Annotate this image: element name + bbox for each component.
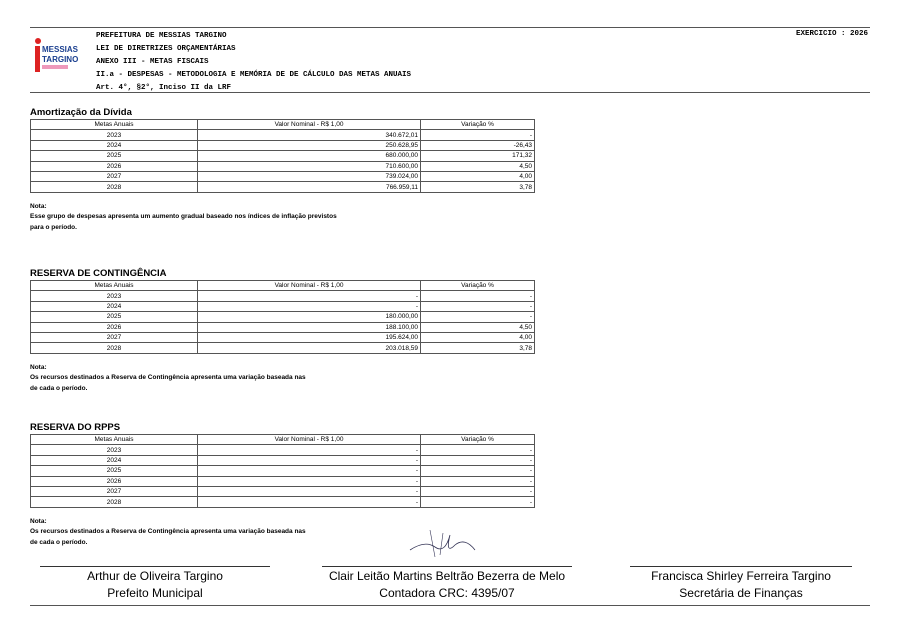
variation-cell: - [421, 466, 535, 476]
value-cell: 680.000,00 [198, 151, 421, 161]
variation-cell: - [421, 445, 535, 455]
footer-rule [30, 605, 870, 606]
section-1 [30, 268, 535, 394]
note-text: Esse grupo de despesas apresenta um aumento gradual baseado nos índices de inflação previstos [30, 213, 337, 221]
year-cell: 2026 [31, 161, 198, 171]
year-cell: 2023 [31, 130, 198, 140]
table-row [31, 497, 535, 507]
year-cell: 2024 [31, 455, 198, 465]
variation-cell: - [421, 312, 535, 322]
note-text: de cada o período. [30, 538, 88, 546]
table-row [31, 151, 535, 161]
variation-cell: 3,78 [421, 343, 535, 353]
signature-contadora [310, 568, 584, 602]
table-row [31, 130, 535, 140]
header-line: LEI DE DIRETRIZES ORÇAMENTÁRIAS [96, 45, 236, 53]
document-header [96, 30, 411, 95]
table-row [31, 312, 535, 322]
value-cell: 203.018,59 [198, 343, 421, 353]
year-cell: 2024 [31, 301, 198, 311]
variation-cell: 4,00 [421, 171, 535, 181]
table-header-row [31, 120, 535, 130]
table-row [31, 291, 535, 301]
table-row [31, 486, 535, 496]
table-row [31, 171, 535, 181]
metas-table [30, 119, 535, 193]
table-row [31, 445, 535, 455]
signature-line [40, 566, 270, 567]
note-label: Nota: [30, 202, 47, 210]
svg-text:TARGINO: TARGINO [42, 55, 79, 64]
variation-cell: - [421, 301, 535, 311]
variation-cell: 4,00 [421, 332, 535, 342]
metas-table [30, 434, 535, 508]
signature-prefeito [40, 568, 270, 602]
table-row [31, 476, 535, 486]
table-row [31, 161, 535, 171]
note-label: Nota: [30, 363, 47, 371]
table-row [31, 182, 535, 192]
metas-table [30, 280, 535, 354]
year-cell: 2027 [31, 486, 198, 496]
value-cell: - [198, 301, 421, 311]
header-line: Art. 4°, §2°, Inciso II da LRF [96, 84, 232, 92]
note-label: Nota: [30, 517, 47, 525]
header-bottom-rule [30, 92, 870, 93]
column-header: Metas Anuais [31, 120, 198, 130]
signature-line [322, 566, 572, 567]
value-cell: - [198, 445, 421, 455]
column-header: Variação % [421, 281, 535, 291]
value-cell: 180.000,00 [198, 312, 421, 322]
table-row [31, 466, 535, 476]
value-cell: - [198, 455, 421, 465]
note-text: para o período. [30, 223, 77, 231]
signatory-name: Clair Leitão Martins Beltrão Bezerra de Melo [328, 569, 566, 583]
year-cell: 2025 [31, 151, 198, 161]
note [30, 363, 535, 395]
header-line: ANEXO III - METAS FISCAIS [96, 58, 209, 66]
value-cell: - [198, 486, 421, 496]
header-line: PREFEITURA DE MESSIAS TARGINO [96, 32, 227, 40]
value-cell: - [198, 466, 421, 476]
signature-line [630, 566, 852, 567]
value-cell: 340.672,01 [198, 130, 421, 140]
variation-cell: - [421, 497, 535, 507]
year-cell: 2025 [31, 312, 198, 322]
section-0 [30, 107, 535, 233]
year-cell: 2028 [31, 182, 198, 192]
signatory-name: Francisca Shirley Ferreira Targino [651, 569, 831, 583]
variation-cell: - [421, 130, 535, 140]
section-title: RESERVA DE CONTINGÊNCIA [30, 268, 167, 279]
value-cell: 739.024,00 [198, 171, 421, 181]
year-cell: 2023 [31, 445, 198, 455]
year-cell: 2026 [31, 322, 198, 332]
variation-cell: 171,32 [421, 151, 535, 161]
column-header: Valor Nominal - R$ 1,00 [198, 281, 421, 291]
signatory-role: Secretária de Finanças [679, 586, 803, 600]
signature-scribble [405, 525, 480, 565]
note-text: Os recursos destinados a Reserva de Contingência apresenta uma variação baseada nas [30, 528, 306, 536]
year-cell: 2026 [31, 476, 198, 486]
note [30, 202, 535, 234]
variation-cell: -26,43 [421, 140, 535, 150]
value-cell: 188.100,00 [198, 322, 421, 332]
value-cell: - [198, 476, 421, 486]
variation-cell: 4,50 [421, 161, 535, 171]
value-cell: 195.624,00 [198, 332, 421, 342]
year-cell: 2023 [31, 291, 198, 301]
variation-cell: 4,50 [421, 322, 535, 332]
column-header: Variação % [421, 435, 535, 445]
year-cell: 2028 [31, 343, 198, 353]
exercicio-label: EXERCICIO : 2026 [795, 30, 868, 38]
variation-cell: - [421, 476, 535, 486]
year-cell: 2024 [31, 140, 198, 150]
section-title: RESERVA DO RPPS [30, 422, 121, 433]
header-line: II.a - DESPESAS - METODOLOGIA E MEMÓRIA DE DE CÁLCULO DAS METAS ANUAIS [96, 71, 412, 79]
year-cell: 2025 [31, 466, 198, 476]
svg-text:MESSIAS: MESSIAS [42, 45, 79, 54]
year-cell: 2027 [31, 171, 198, 181]
table-row [31, 455, 535, 465]
note-text: de cada o período. [30, 384, 88, 392]
table-row [31, 301, 535, 311]
column-header: Variação % [421, 120, 535, 130]
value-cell: - [198, 497, 421, 507]
signature-secretaria [620, 568, 862, 602]
value-cell: 250.628,95 [198, 140, 421, 150]
table-row [31, 343, 535, 353]
table-row [31, 322, 535, 332]
value-cell: 766.959,11 [198, 182, 421, 192]
value-cell: - [198, 291, 421, 301]
table-header-row [31, 281, 535, 291]
column-header: Valor Nominal - R$ 1,00 [198, 120, 421, 130]
year-cell: 2028 [31, 497, 198, 507]
signatory-role: Prefeito Municipal [107, 586, 203, 600]
signatory-role: Contadora CRC: 4395/07 [379, 586, 515, 600]
municipality-logo [34, 36, 79, 74]
variation-cell: - [421, 455, 535, 465]
table-header-row [31, 435, 535, 445]
column-header: Metas Anuais [31, 281, 198, 291]
column-header: Valor Nominal - R$ 1,00 [198, 435, 421, 445]
note-text: Os recursos destinados a Reserva de Contingência apresenta uma variação baseada nas [30, 374, 306, 382]
year-cell: 2027 [31, 332, 198, 342]
header-top-rule [30, 27, 870, 28]
table-row [31, 140, 535, 150]
table-row [31, 332, 535, 342]
signatory-name: Arthur de Oliveira Targino [87, 569, 223, 583]
value-cell: 710.600,00 [198, 161, 421, 171]
variation-cell: 3,78 [421, 182, 535, 192]
column-header: Metas Anuais [31, 435, 198, 445]
variation-cell: - [421, 486, 535, 496]
variation-cell: - [421, 291, 535, 301]
section-title: Amortização da Dívida [30, 107, 132, 118]
